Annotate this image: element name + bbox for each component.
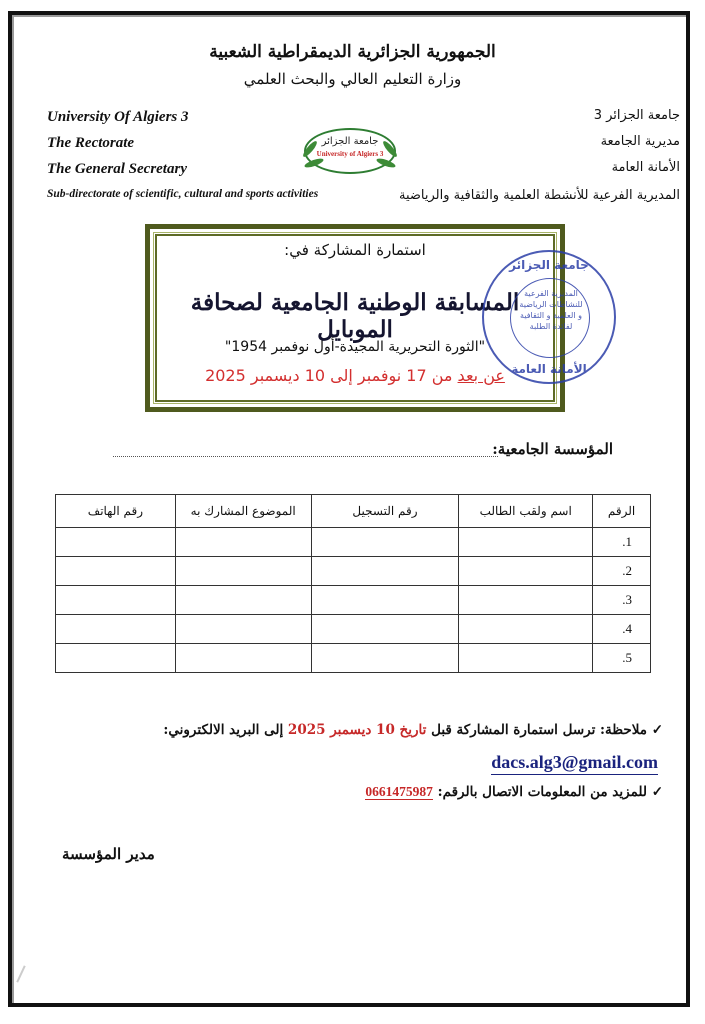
header-student-name: اسم ولقب الطالب bbox=[459, 495, 593, 528]
phone-cell[interactable] bbox=[56, 557, 176, 586]
subdirectorate-ar: المديرية الفرعية للأنشطة العلمية والثقافية والرياضية bbox=[399, 188, 680, 203]
registration-cell[interactable] bbox=[311, 644, 459, 673]
university-name-en: University Of Algiers 3 bbox=[47, 109, 189, 125]
director-signature-label: مدير المؤسسة bbox=[62, 845, 155, 863]
logo-text-en: University of Algiers 3 bbox=[316, 150, 384, 158]
university-logo bbox=[296, 126, 404, 180]
row-number: .2 bbox=[593, 557, 651, 586]
table-row bbox=[56, 586, 651, 615]
registration-cell[interactable] bbox=[311, 615, 459, 644]
contact-email-link[interactable]: dacs.alg3@gmail.com bbox=[491, 752, 658, 775]
phone-cell[interactable] bbox=[56, 586, 176, 615]
remote-label: عن بعد bbox=[457, 366, 505, 385]
header-registration: رقم التسجيل bbox=[311, 495, 459, 528]
topic-cell[interactable] bbox=[175, 528, 311, 557]
topic-cell[interactable] bbox=[175, 557, 311, 586]
stamp-top-text: جامعة الجزائر bbox=[509, 258, 589, 272]
institution-field[interactable] bbox=[113, 455, 498, 457]
table-row bbox=[56, 644, 651, 673]
registration-cell[interactable] bbox=[311, 586, 459, 615]
subdirectorate-en: Sub-directorate of scientific, cultural and sports activities bbox=[47, 188, 319, 200]
row-number: .3 bbox=[593, 586, 651, 615]
topic-cell[interactable] bbox=[175, 615, 311, 644]
contact-note: ✓ للمزيد من المعلومات الاتصال بالرقم: 0661475987 bbox=[365, 784, 663, 800]
participants-table bbox=[55, 494, 651, 673]
header-phone: رقم الهاتف bbox=[56, 495, 176, 528]
registration-cell[interactable] bbox=[311, 528, 459, 557]
row-number: .5 bbox=[593, 644, 651, 673]
university-name-ar: جامعة الجزائر 3 bbox=[593, 108, 680, 123]
header-number: الرقم bbox=[593, 495, 651, 528]
phone-cell[interactable] bbox=[56, 528, 176, 557]
table-header-row bbox=[56, 495, 651, 528]
stamp-inner-text: المديرية الفرعية للنشاطات الرياضية و العلمية و الثقافية لفائدة الطلبة bbox=[519, 289, 583, 331]
topic-cell[interactable] bbox=[175, 586, 311, 615]
table-row bbox=[56, 528, 651, 557]
phone-cell[interactable] bbox=[56, 644, 176, 673]
deadline-date: تاريخ 10 ديسمبر 2025 bbox=[287, 722, 427, 738]
institution-label: المؤسسة الجامعية: bbox=[492, 440, 613, 458]
student-name-cell[interactable] bbox=[459, 615, 593, 644]
student-name-cell[interactable] bbox=[459, 557, 593, 586]
stamp-bottom-text: الأمانة العامة bbox=[511, 362, 587, 376]
student-name-cell[interactable] bbox=[459, 644, 593, 673]
republic-title: الجمهورية الجزائرية الديمقراطية الشعبية bbox=[209, 42, 496, 62]
header-topic: الموضوع المشارك به bbox=[175, 495, 311, 528]
table-row bbox=[56, 615, 651, 644]
row-number: .4 bbox=[593, 615, 651, 644]
logo-text-ar: جامعة الجزائر bbox=[321, 136, 379, 147]
contact-phone[interactable]: 0661475987 bbox=[365, 784, 433, 799]
student-name-cell[interactable] bbox=[459, 528, 593, 557]
official-stamp bbox=[482, 250, 616, 384]
registration-cell[interactable] bbox=[311, 557, 459, 586]
row-number: .1 bbox=[593, 528, 651, 557]
form-title: استمارة المشاركة في: bbox=[284, 241, 426, 259]
student-name-cell[interactable] bbox=[459, 586, 593, 615]
topic-cell[interactable] bbox=[175, 644, 311, 673]
table-row bbox=[56, 557, 651, 586]
competition-name: المسابقة الوطنية الجامعية لصحافة الموبايل bbox=[190, 289, 520, 343]
rectorate-ar: مديرية الجامعة bbox=[600, 134, 680, 149]
date-range: من 17 نوفمبر إلى 10 ديسمبر 2025 bbox=[205, 366, 458, 385]
general-secretary-en: The General Secretary bbox=[47, 161, 187, 177]
submission-note: ✓ ملاحظة: ترسل استمارة المشاركة قبل تاريخ 10 ديسمبر 2025 إلى البريد الالكتروني: bbox=[163, 722, 663, 738]
rectorate-en: The Rectorate bbox=[47, 135, 135, 151]
checkmark-icon: ✓ bbox=[651, 722, 663, 738]
competition-theme: "الثورة التحريرية المجيدة-أول نوفمبر 1954" bbox=[224, 339, 486, 355]
general-secretary-ar: الأمانة العامة bbox=[611, 160, 680, 175]
phone-cell[interactable] bbox=[56, 615, 176, 644]
ministry-title: وزارة التعليم العالي والبحث العلمي bbox=[243, 70, 462, 88]
checkmark-icon: ✓ bbox=[651, 784, 663, 800]
